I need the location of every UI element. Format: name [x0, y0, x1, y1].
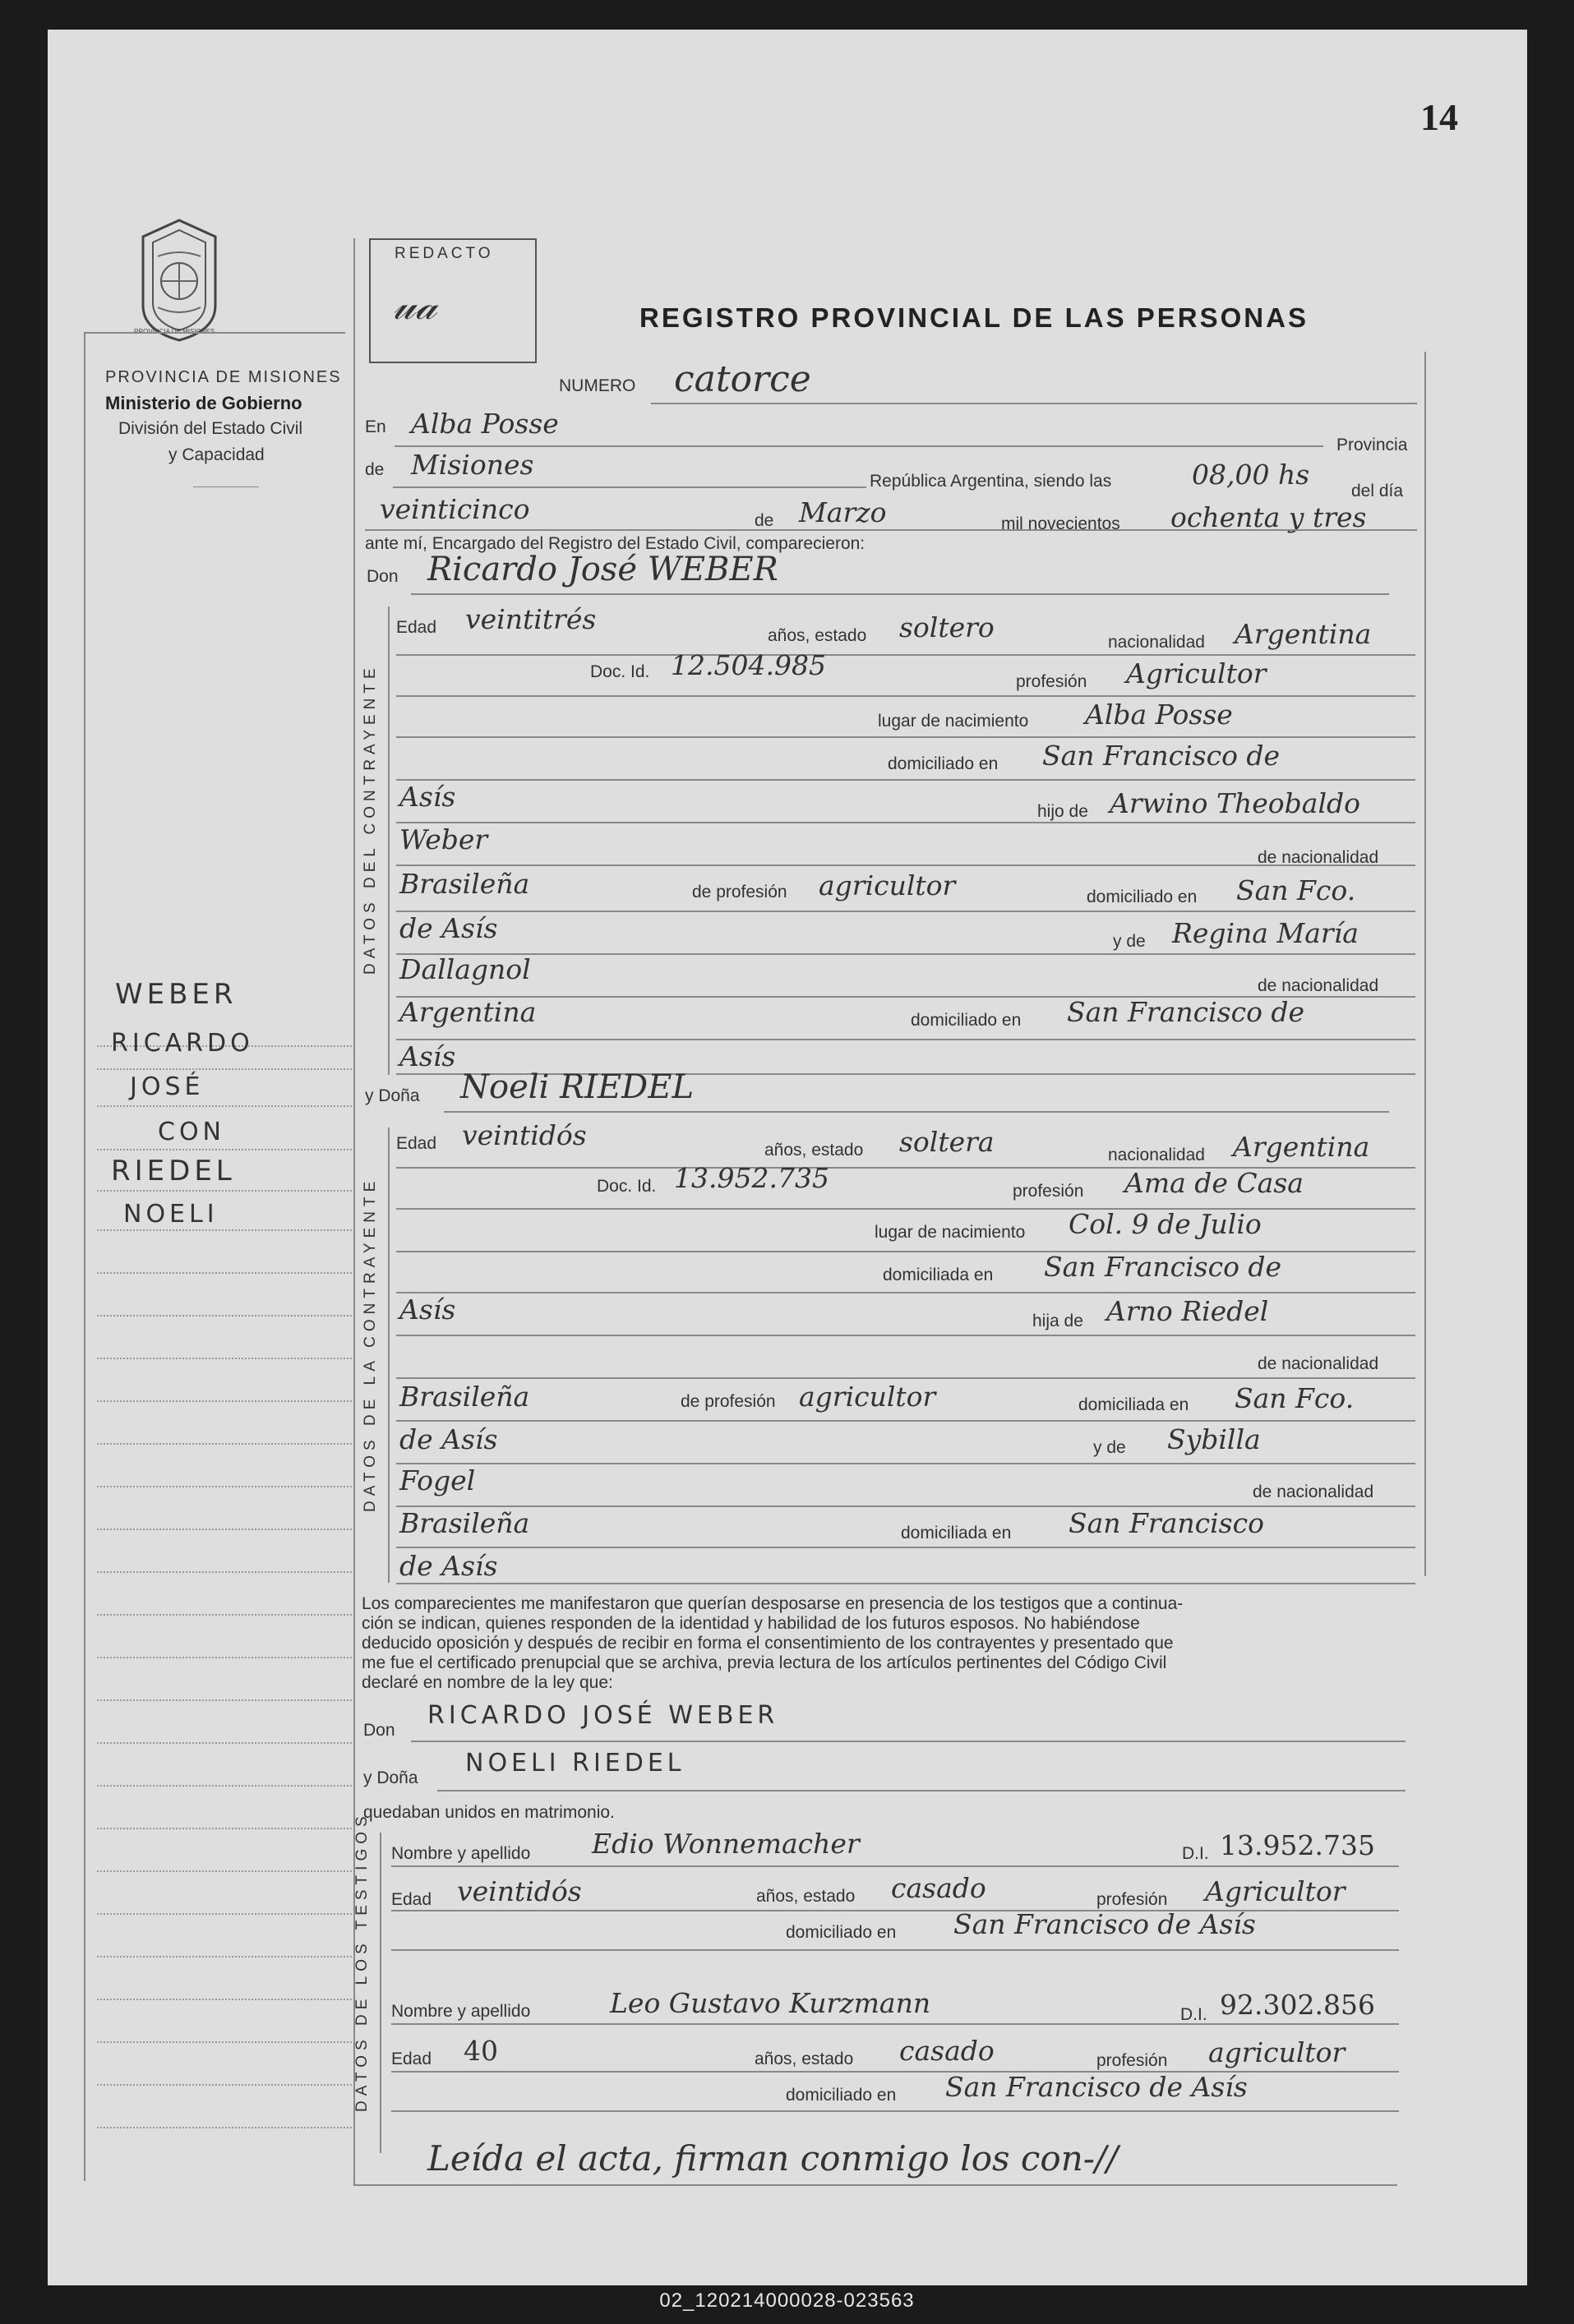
nacionalidad-label: nacionalidad: [1108, 1146, 1205, 1164]
fill-line: [396, 695, 1415, 697]
don-label: Don: [367, 567, 399, 586]
fill-line: [396, 1377, 1415, 1379]
witness2-profesion: agricultor: [1208, 2036, 1346, 2068]
groom-section-label: DATOS DEL CONTRAYENTE: [362, 663, 379, 975]
estado-label: años, estado: [756, 1887, 856, 1906]
numero-value: catorce: [674, 358, 811, 400]
margin-dotted-line: [97, 1999, 352, 2000]
bride-nacionalidad: Argentina: [1233, 1131, 1370, 1163]
witness2-estado: casado: [899, 2035, 995, 2067]
margin-dotted-line: [97, 1486, 352, 1487]
groom-father-2: Weber: [399, 823, 488, 855]
margin-dotted-line: [97, 1443, 352, 1445]
groom-name: Ricardo José WEBER: [427, 551, 778, 588]
fill-line: [396, 1292, 1415, 1293]
estado-label: años, estado: [764, 1141, 864, 1160]
margin-dotted-line: [97, 1105, 352, 1107]
groom-mother-2: Dallagnol: [399, 953, 531, 985]
nombre-label: Nombre y apellido: [391, 2002, 531, 2021]
edad-label: Edad: [391, 1890, 432, 1909]
fill-line: [391, 1949, 1399, 1951]
fill-line: [396, 911, 1415, 912]
declaration-groom: RICARDO JOSÉ WEBER: [427, 1701, 779, 1730]
province-value: Misiones: [411, 449, 534, 481]
bride-profesion: Ama de Casa: [1124, 1167, 1304, 1199]
groom-profesion: Agricultor: [1126, 657, 1267, 689]
bride-domicilio-2: Asís: [399, 1293, 456, 1326]
groom-mother: Regina María: [1172, 917, 1359, 949]
declaration-line: Los comparecientes me manifestaron que querían desposarse en presencia de los testigos que a continua-: [362, 1594, 1184, 1613]
y-de-label: y de: [1113, 932, 1146, 951]
fill-line: [391, 2071, 1399, 2073]
profesion-label: profesión: [1096, 2051, 1168, 2070]
margin-dotted-line: [97, 1068, 352, 1070]
hijo-label: hijo de: [1037, 802, 1088, 821]
margin-dotted-line: [97, 1828, 352, 1829]
margin-note-line: RIEDEL: [111, 1155, 236, 1187]
profesion-label: profesión: [1096, 1890, 1168, 1909]
fill-line: [396, 1583, 1415, 1584]
bride-name: Noeli RIEDEL: [460, 1068, 695, 1106]
witness-bracket: [380, 1833, 381, 2153]
nombre-label: Nombre y apellido: [391, 1844, 531, 1863]
bride-edad: veintidós: [462, 1119, 587, 1151]
republica-label: República Argentina, siendo las: [870, 472, 1112, 491]
edad-label: Edad: [391, 2050, 432, 2068]
fill-line: [396, 1335, 1415, 1336]
witness2-name: Leo Gustavo Kurzmann: [610, 1987, 931, 2019]
margin-dotted-line: [97, 1614, 352, 1616]
groom-edad: veintitrés: [465, 603, 597, 635]
page-number: 14: [1420, 96, 1458, 138]
groom-doc: 12.504.985: [671, 649, 826, 681]
declaration-line: ción se indican, quienes responden de la identidad y habilidad de los futuros esposos. No habiéndose: [362, 1614, 1140, 1633]
domicilio-label: domiciliado en: [786, 1923, 897, 1942]
de-label: de: [365, 460, 385, 479]
bride-domicilio: San Francisco de: [1044, 1251, 1282, 1283]
ante-label: ante mí, Encargado del Registro del Estado Civil, comparecieron:: [365, 534, 865, 553]
declaration-line: deducido oposición y después de recibir en forma el consentimiento de los contrayentes y presentado que: [362, 1634, 1174, 1653]
dona-label: y Doña: [363, 1768, 418, 1787]
dia-value: veinticinco: [380, 493, 530, 525]
frame-top-left: [84, 332, 345, 334]
division-label-2: y Capacidad: [168, 445, 265, 464]
margin-note-line: RICARDO: [111, 1029, 254, 1058]
anio-value: ochenta y tres: [1170, 501, 1367, 533]
witness1-edad: veintidós: [457, 1875, 582, 1907]
bride-section-label: DATOS DE LA CONTRAYENTE: [362, 1176, 379, 1512]
frame-right: [1424, 352, 1426, 1576]
fill-line: [444, 1111, 1389, 1113]
di-label: D.I.: [1180, 2005, 1207, 2024]
fill-line: [396, 1039, 1415, 1040]
witness2-edad: 40: [464, 2035, 498, 2067]
fill-line: [396, 953, 1415, 955]
fill-line: [393, 486, 866, 488]
mes-value: Marzo: [799, 496, 887, 528]
fill-line: [396, 1208, 1415, 1210]
witness-section-label: DATOS DE LOS TESTIGOS: [353, 1811, 371, 2112]
bride-mother-dom-2: de Asís: [399, 1550, 498, 1582]
margin-note-line: JOSÉ: [130, 1072, 205, 1101]
margin-dotted-line: [97, 1358, 352, 1359]
bride-father-dom: San Fco.: [1235, 1382, 1355, 1414]
fill-line: [396, 1420, 1415, 1422]
nacionalidad-label: nacionalidad: [1108, 633, 1205, 652]
profesion-label: profesión: [1013, 1182, 1084, 1201]
hora-value: 08,00 hs: [1192, 459, 1310, 491]
edad-label: Edad: [396, 618, 437, 637]
margin-dotted-line: [97, 1229, 352, 1231]
fill-line: [391, 2023, 1399, 2025]
fill-line: [396, 822, 1415, 823]
en-label: En: [365, 417, 386, 436]
del-dia-label: del día: [1351, 482, 1404, 500]
fill-line: [353, 2184, 1397, 2186]
dona-label: y Doña: [365, 1086, 420, 1105]
fill-line: [396, 779, 1415, 781]
groom-mother-dom-2: Asís: [399, 1040, 456, 1072]
doc-label: Doc. Id.: [597, 1177, 657, 1196]
margin-note-line: WEBER: [115, 978, 238, 1011]
fill-line: [411, 1741, 1406, 1742]
provincial-seal: [133, 215, 225, 345]
groom-father-dom: San Fco.: [1236, 874, 1356, 906]
domicilio-label: domiciliado en: [888, 754, 999, 773]
groom-father-dom-2: de Asís: [399, 912, 498, 944]
fill-line: [396, 654, 1415, 656]
doc-label: Doc. Id.: [590, 662, 650, 681]
fill-line: [651, 403, 1417, 404]
margin-dotted-line: [97, 1315, 352, 1316]
margin-dotted-line: [97, 1190, 352, 1192]
hija-label: hija de: [1032, 1312, 1083, 1330]
margin-note-line: CON: [158, 1118, 226, 1146]
de-nacionalidad-label: de nacionalidad: [1258, 1354, 1379, 1373]
witness2-di: 92.302.856: [1220, 1989, 1375, 2021]
bride-father: Arno Riedel: [1106, 1295, 1269, 1327]
bride-doc: 13.952.735: [674, 1162, 829, 1194]
margin-dotted-line: [97, 1699, 352, 1701]
groom-mother-nac: Argentina: [399, 996, 537, 1028]
provincia-label: Provincia: [1336, 436, 1408, 454]
margin-note-line: NOELI: [123, 1200, 219, 1229]
bride-lugar: Col. 9 de Julio: [1069, 1208, 1262, 1240]
groom-mother-dom: San Francisco de: [1067, 996, 1305, 1028]
redacto-initials: 𝓊𝒶: [393, 283, 437, 329]
fill-line: [411, 593, 1389, 595]
margin-dotted-line: [97, 2084, 352, 2086]
margin-dotted-line: [97, 2127, 352, 2128]
margin-dotted-line: [97, 1657, 352, 1658]
margin-dotted-line: [97, 1956, 352, 1957]
di-label: D.I.: [1182, 1844, 1209, 1863]
seal-text: PROVINCIA DE MISIONES: [134, 328, 215, 335]
fill-line: [437, 1790, 1406, 1791]
bride-mother: Sybilla: [1167, 1423, 1261, 1455]
edad-label: Edad: [396, 1134, 437, 1153]
bride-mother-dom: San Francisco: [1069, 1507, 1264, 1539]
margin-dotted-line: [97, 1785, 352, 1787]
page-title: REGISTRO PROVINCIAL DE LAS PERSONAS: [639, 302, 1309, 333]
margin-dotted-line: [97, 1571, 352, 1573]
frame-left: [84, 332, 85, 2181]
divider: [193, 486, 259, 487]
bride-father-prof: agricultor: [799, 1381, 936, 1413]
witness1-estado: casado: [891, 1872, 986, 1904]
estado-label: años, estado: [768, 626, 867, 645]
padre-dom-label: domiciliada en: [1078, 1395, 1189, 1414]
numero-label: NUMERO: [559, 376, 636, 395]
lugar-label: lugar de nacimiento: [878, 712, 1029, 731]
domicilio-label: domiciliada en: [883, 1266, 994, 1284]
declaration-paragraph: [362, 1594, 1414, 1693]
madre-dom-label: domiciliada en: [901, 1524, 1012, 1542]
groom-nacionalidad: Argentina: [1235, 618, 1372, 650]
division-label: División del Estado Civil: [118, 419, 303, 438]
fill-line: [396, 1463, 1415, 1464]
fill-line: [391, 1865, 1399, 1867]
groom-lugar: Alba Posse: [1085, 699, 1233, 731]
don-label: Don: [363, 1721, 395, 1740]
fill-line: [396, 1547, 1415, 1548]
bride-mother-2: Fogel: [399, 1464, 476, 1496]
de-nacionalidad-label: de nacionalidad: [1258, 976, 1379, 995]
witness1-profesion: Agricultor: [1205, 1875, 1346, 1907]
footer-caption: 02_120214000028-023563: [659, 2289, 915, 2312]
margin-dotted-line: [97, 1149, 352, 1150]
witness2-domicilio: San Francisco de Asís: [945, 2071, 1248, 2103]
madre-dom-label: domiciliado en: [911, 1011, 1022, 1030]
de-profesion-label: de profesión: [692, 883, 787, 901]
declaration-line: me fue el certificado prenupcial que se archiva, previa lectura de los artículos pertinentes del Código Civil: [362, 1653, 1167, 1672]
y-de-label: y de: [1093, 1438, 1126, 1457]
ministry-label: Ministerio de Gobierno: [105, 393, 302, 413]
de-mes-label: de: [755, 511, 774, 530]
fill-line: [365, 529, 1417, 531]
fill-line: [395, 445, 1323, 447]
groom-domicilio: San Francisco de: [1042, 740, 1281, 772]
witness1-di: 13.952.735: [1220, 1829, 1375, 1861]
groom-domicilio-2: Asís: [399, 781, 456, 813]
de-nacionalidad-label: de nacionalidad: [1253, 1482, 1374, 1501]
de-nacionalidad-label: de nacionalidad: [1258, 848, 1379, 867]
province-label: PROVINCIA DE MISIONES: [105, 368, 342, 386]
mil-label: mil novecientos: [1001, 514, 1120, 533]
domicilio-label: domiciliado en: [786, 2086, 897, 2105]
margin-dotted-line: [97, 2041, 352, 2043]
de-profesion-label: de profesión: [681, 1392, 776, 1411]
estado-label: años, estado: [755, 2050, 854, 2068]
margin-dotted-line: [97, 1400, 352, 1402]
margin-dotted-line: [97, 1870, 352, 1872]
profesion-label: profesión: [1016, 672, 1087, 691]
margin-dotted-line: [97, 1529, 352, 1530]
unidos-label: quedaban unidos en matrimonio.: [363, 1803, 615, 1822]
groom-father-nac: Brasileña: [399, 868, 530, 900]
bride-mother-nac: Brasileña: [399, 1507, 530, 1539]
lugar-label: lugar de nacimiento: [875, 1223, 1026, 1242]
margin-dotted-line: [97, 1913, 352, 1915]
bride-father-nac: Brasileña: [399, 1381, 530, 1413]
closing-line: Leída el acta, firman conmigo los con-//: [427, 2138, 1119, 2179]
redacto-label: REDACTO: [395, 245, 494, 262]
padre-dom-label: domiciliado en: [1087, 888, 1198, 906]
declaration-line: declaré en nombre de la ley que:: [362, 1673, 613, 1692]
witness1-domicilio: San Francisco de Asís: [953, 1908, 1256, 1940]
witness1-name: Edio Wonnemacher: [592, 1828, 860, 1860]
margin-dotted-line: [97, 1272, 352, 1274]
groom-father-prof: agricultor: [819, 869, 956, 901]
declaration-bride: NOELI RIEDEL: [465, 1749, 685, 1778]
en-value: Alba Posse: [411, 408, 559, 440]
groom-father: Arwino Theobaldo: [1110, 787, 1361, 819]
bride-father-dom-2: de Asís: [399, 1423, 498, 1455]
bride-estado: soltera: [899, 1126, 995, 1158]
groom-bracket: [388, 606, 390, 1075]
margin-dotted-line: [97, 1742, 352, 1744]
groom-estado: soltero: [899, 611, 995, 643]
fill-line: [391, 2110, 1399, 2112]
fill-line: [396, 736, 1415, 738]
fill-line: [396, 865, 1415, 866]
bride-bracket: [388, 1127, 390, 1583]
